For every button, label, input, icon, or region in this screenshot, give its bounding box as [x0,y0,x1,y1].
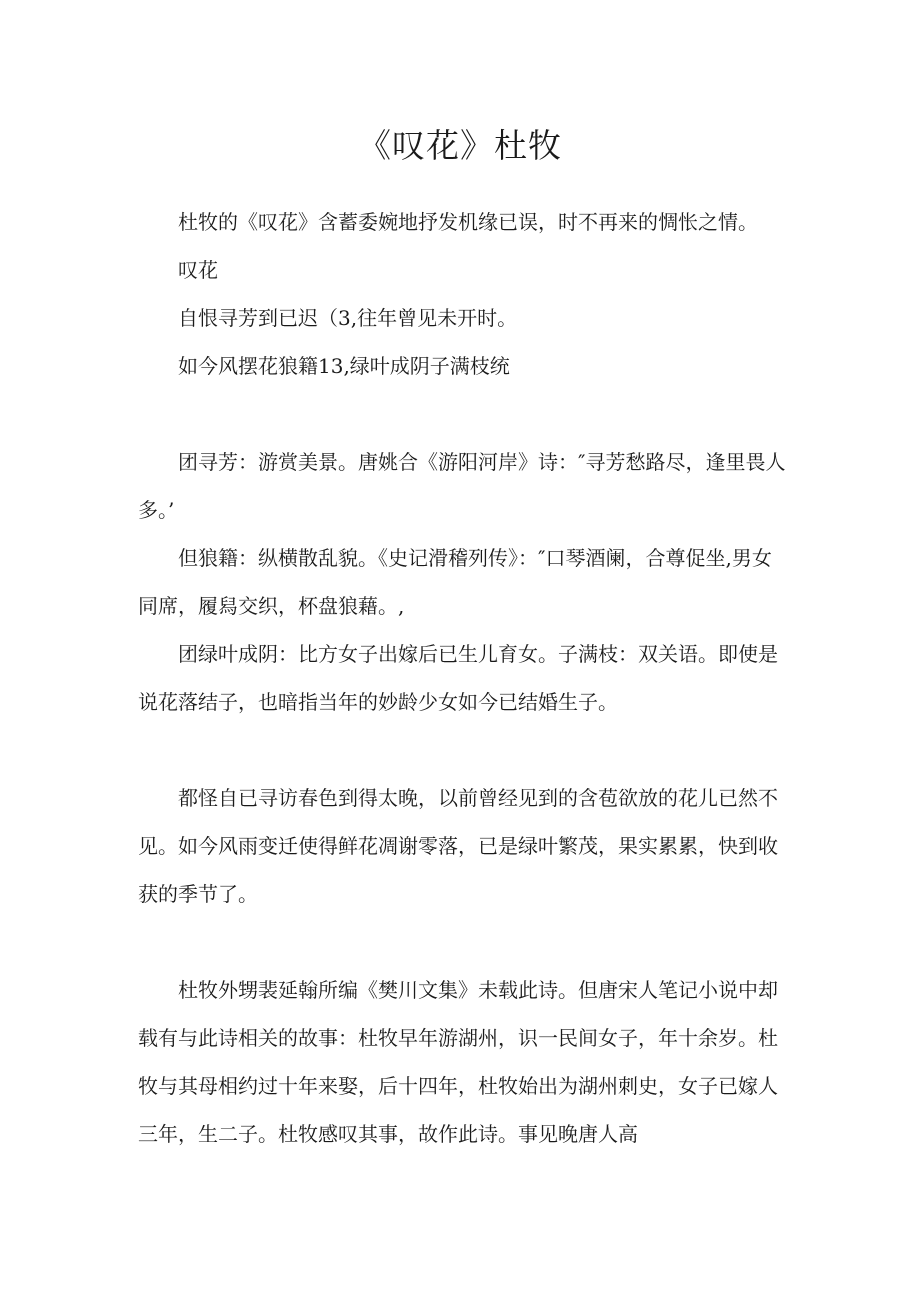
translation-paragraph: 都怪自已寻访春色到得太晚，以前曾经见到的含苞欲放的花儿已然不见。如今风雨变迁使得鲜花凋谢零落，已是绿叶繁茂，果实累累，快到收获的季节了。 [138,786,778,906]
poem-title: 叹花 [178,258,218,282]
intro-paragraph: 杜牧的《叹花》含蓄委婉地抒发机缘已误，时不再来的惆怅之情。 [178,210,758,234]
annotation-langji: 但狼籍：纵横散乱貌。《史记滑稽列传》：″口琴酒阑，合尊促坐,男女同席，履舄交织，杯盘狼藉。, [138,546,772,618]
annotation-lvye: 团绿叶成阴：比方女子出嫁后已生儿育女。子满枝：双关语。即使是说花落结子，也暗指当年的妙龄少女如今已结婚生子。 [138,642,778,714]
poem-line-1: 自恨寻芳到已迟（3,往年曾见未开时。 [178,306,518,330]
document-title: 《叹花》杜牧 [358,126,562,165]
annotation-xunfang: 团寻芳：游赏美景。唐姚合《游阳河岸》诗：″寻芳愁路尽，逢里畏人多。’ [138,450,786,522]
background-paragraph: 杜牧外甥裴延翰所编《樊川文集》未载此诗。但唐宋人笔记小说中却载有与此诗相关的故事：杜牧早年游湖州，识一民间女子，年十余岁。杜牧与其母相约过十年来娶，后十四年，杜牧始出为湖州刺史，女子已嫁人三年，生二子。杜牧感叹其事，故作此诗。事见晚唐人高 [138,978,778,1146]
poem-line-2: 如今风摆花狼籍13,绿叶成阴子满枝统 [178,354,510,378]
